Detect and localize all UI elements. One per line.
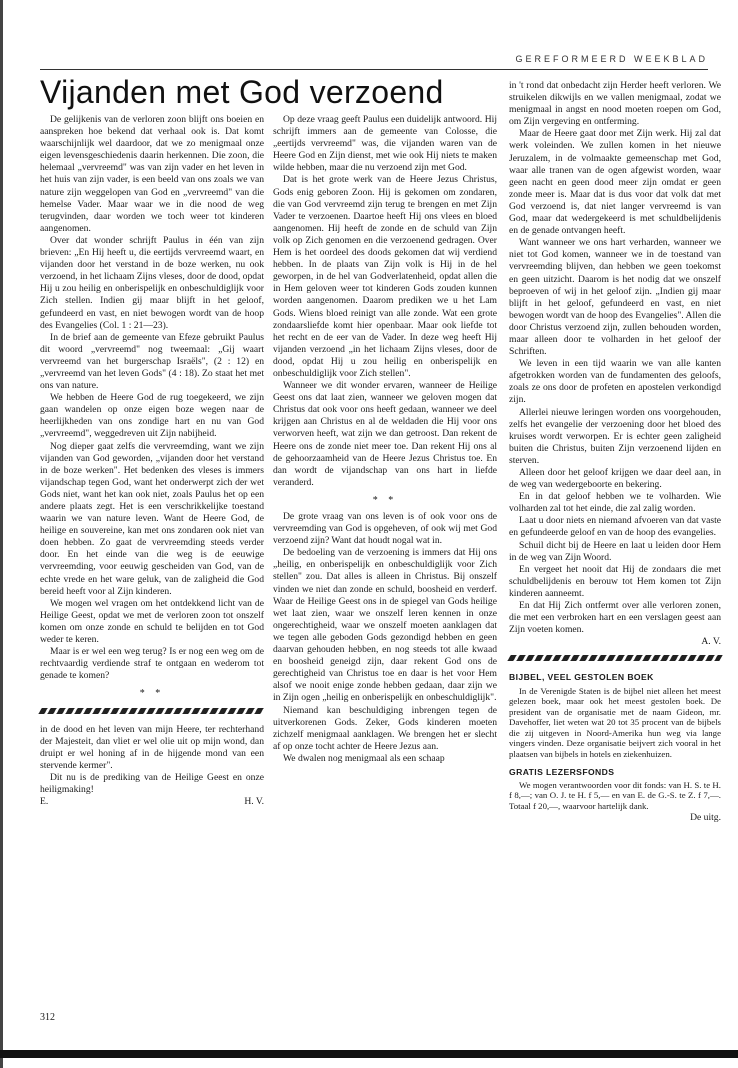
news-text: In de Verenigde Staten is de bijbel niet alleen het meest gelezen boek, maar ook het meest gestolen boek. De president van de organisatie met de naam Gideon, mr. Davehoffer, liet weten wat 20 tot 35 procent van de bijbels die zij uitgeven in Noord-Amerika hun weg via lange vingers vinden. Deze organisatie beijvert zich vooral in het plaatsen van bijbels in hotels en ziekenhuizen. (509, 685, 721, 760)
paragraph: De bedoeling van de verzoening is immers dat Hij ons „heilig, en onberispelijk en onbeschuldiglijk voor Zich stellen" zou. Dat alles is alleen in Christus. Bij onszelf vinden we niet dan zonde en schuld, boosheid en verderf. Waar de Heilige Geest ons in de spiegel van Gods heilige wet laat zien, waar we onszelf leren kennen in onze ongerechtigheid, waar we onszelf moeten aanklagen dat we tegen alle geboden Gods gezondigd hebben en geen daarvan gehouden hebben, en nog steeds tot alle kwaad en boosheid geneigd zijn, daar rekent God ons de gerechtigheid van Christus toe en daar is het voor Hem alsof we nooit enige zonde hebben gedaan, daar zijn we in Zijn ogen „heilig en onberispelijk en onbeschuldiglijk". (273, 547, 497, 704)
column-1 (40, 114, 264, 808)
paragraph: We mogen wel vragen om het ontdekkend licht van de Heilige Geest, opdat we met de verloren zoon tot onszelf komen om onze zonde en schuld te belijden en tot God weder te keren. (40, 597, 264, 646)
header-rule (40, 69, 708, 70)
page-number: 312 (40, 1012, 55, 1023)
paragraph: Nog dieper gaat zelfs die vervreemding, want we zijn vijanden van God geworden, „vijanden door het verstand in de boze werken". Het bedenken des vleses is immers vijandschap tegen God, want het onderwerpt zich der wet Gods niet, want het kan ook niet, zoals Paulus het op een andere plaats zegt. Het is een verschrikkelijke toestand waarin we van nature leven. Want de Heere God, de heilige en souvereine, kan met ons zondaren ook niet van doen hebben. Zo gaat de vervreemding steeds verder door. En het einde van die weg is de eeuwige vervreemding, voor eeuwig gescheiden van God, van de echte vrede en het ware geluk, van de zaligheid die God bereid heeft voor al Zijn kinderen. (40, 440, 264, 597)
paragraph: Laat u door niets en niemand afvoeren van dat vaste en gefundeerde geloof en van de hoop des evangelies. (509, 515, 721, 539)
news-title: GRATIS LEZERSFONDS (509, 766, 615, 777)
news-text: We mogen verantwoorden voor dit fonds: van H. S. te H. f 8,—; van O. J. te H. f 5,— en van E. de G.-S. te Z. f 7,—. Totaal f 20,—, waarvoor hartelijk dank. (509, 779, 721, 811)
paragraph: De gelijkenis van de verloren zoon blijft ons boeien en aanspreken hoe bekend dat verhaal ook is. Dat komt waarschijnlijk wel daardoor, dat we zo menigmaal onze eigen levensgeschiedenis daarin herkennen. Die zoon, die helemaal „vervreemd" was van zijn vader en het leven in het huis van zijn vader, is een beeld van ons zoals we van nature zijn weggelopen van God en „vervreemd" van die hemelse Vader. Maar waar we in die nood de weg terugvinden, daar worden we toch weer tot kinderen aangenomen. (40, 114, 264, 234)
section-separator: * * (139, 688, 165, 700)
paragraph: Maar de Heere gaat door met Zijn werk. Hij zal dat werk voleinden. We zullen komen in het nieuwe Jeruzalem, in de volmaakte gemeenschap met God, waar alle tranen van de ogen afgewist worden, waar geen nacht en geen dood meer zijn omdat er geen zonde meer is. Maar dat is dus voor dat volk dat met God verzoend is, dat niet langer vervreemd is van God, maar dat wedergekeerd is met schuldbelijdenis en de genade ontvangen heeft. (509, 128, 721, 237)
paragraph: Allerlei nieuwe leringen worden ons voorgehouden, zelfs het evangelie der verzoening door het bloed des kruises wordt verworpen. Er is echter geen zaligheid buiten die Christus, buiten Zijn verzoenend lijden en sterven. (509, 406, 721, 466)
paragraph: We dwalen nog menigmaal als een schaap (283, 752, 445, 764)
paragraph: In de brief aan de gemeente van Efeze gebruikt Paulus dit woord „vervreemd" nog tweemaal: „Gij waart vervreemd van het burgerschap Israëls", (2 : 12) en „vervreemd van het leven Gods" (4 : 18). Zo staat het met ons van nature. (40, 331, 264, 392)
paragraph: Dat is het grote werk van de Heere Jezus Christus, Gods enig geboren Zoon. Hij is gekomen om zondaren, die van God vervreemd zijn terug te brengen en met Zijn Vader te verzoenen. Daartoe heeft Hij ons vlees en bloed aangenomen. Hij heeft de zonde en de schuld van Zijn volk op Zich genomen en die verzoenend gedragen. Over Hem is het oordeel des doods gekomen dat wij verdiend hebben. In de plaats van Zijn volk is Hij in de hel geworpen, in de hel van Godverlatenheid, opdat allen die in Hem geloven weer tot kinderen Gods zouden kunnen worden aangenomen. Daarom prediken we u het Lam Gods. Wiens bloed reinigt van alle zonde. Wat een grote zondaarsliefde komt hier openbaar. Maar ook liefde tot het recht en de eer van de Vader. In deze weg heeft Hij vijanden verzoend „in het lichaam Zijns vleses, door de dood, opdat Hij u zou heilig en onberispelijk en onbeschuldiglijk voor Zich stellen". (273, 174, 497, 379)
news-title: BIJBEL, VEEL GESTOLEN BOEK (509, 672, 654, 683)
paragraph: in de dood en het leven van mijn Heere, ter rechterhand der Majesteit, dan vliet er wel olie uit op mijn wond, dan druipt er wel honing af in de hijgende mond van een stervende kermer". (40, 723, 264, 771)
section-separator: * * (372, 494, 398, 506)
news-item (509, 766, 721, 824)
signature-right: A. V. (701, 636, 721, 648)
news-item (509, 671, 721, 759)
paragraph: We hebben de Heere God de rug toegekeerd, we zijn gaan wandelen op onze eigen boze wegen naar de heerlijkheden van ons zondige hart en nu van God „vervreemd", weggedreven uit Zijn nabijheid. (40, 392, 264, 440)
signature-left: E. (40, 796, 49, 808)
signature-right: H. V. (244, 796, 264, 808)
page-edge (0, 0, 3, 1068)
paragraph: in 't rond dat onbedacht zijn Herder heeft verloren. We struikelen dikwijls en we vallen menigmaal, zodat we menigmaal in angst en nood moeten roepen om God, om Zijn vergeving en ontferming. (509, 80, 721, 128)
paragraph: Maar is er wel een weg terug? Is er nog een weg om de rechtvaardig verdiende straf te ontgaan en wederom tot genade te komen? (40, 646, 264, 682)
paragraph: Op deze vraag geeft Paulus een duidelijk antwoord. Hij schrijft immers aan de gemeente van Colosse, die „eertijds vervreemd" was, die vijanden waren van de Heere God en Zijn dienst, met wie ook Hij niets te maken wilde hebben, maar die nu verzoend zijn met God. (273, 114, 497, 174)
signature-line (40, 796, 264, 808)
paragraph: Want wanneer we ons hart verharden, wanneer we niet tot God komen, wanneer we in de toestand van vervreemding blijven, dan hebben we geen toekomst en geen uitzicht. Daarom is het nodig dat we onszelf beproeven of wij in het geloof zijn. „Indien gij maar blijft in het geloof, gefundeerd en vast, en niet bewogen wordt van de hoop des Evangelies". Allen die door Christus verzoend zijn, zullen behouden worden, maar alleen door te volharden in het geloof der Schriften. (509, 237, 721, 358)
paragraph: Wanneer we dit wonder ervaren, wanneer de Heilige Geest ons dat laat zien, wanneer we geloven mogen dat Christus dat ook voor ons heeft gedaan, wanneer we deel krijgen aan Christus en al de weldaden die Hij voor ons verworven heeft, wat zijn we dan getroost. Dan rekent de Heere ons de zonde niet meer toe. Dan rekent Hij ons al de gehoorzaamheid van de Heere Jezus Christus toe. En dan wordt de vijandschap van ons hart in liefde veranderd. (273, 380, 497, 488)
paragraph: En dat Hij Zich ontfermt over alle verloren zonen, die met een verbroken hart en een verslagen geest aan Zijn voeten komen. (509, 600, 721, 636)
wavy-divider (38, 708, 265, 714)
news-signature: De uitg. (690, 811, 721, 823)
paragraph: Dit nu is de prediking van de Heilige Geest en onze heiligmaking! (40, 771, 264, 795)
paragraph: Over dat wonder schrijft Paulus in één van zijn brieven: „En Hij heeft u, die eertijds vervreemd waart, en vijanden door het verstand in de boze werken, nu ook verzoend, in het lichaam Zijns vleses, door de dood, opdat Hij u zou heilig en onberispelijk en onbeschuldiglijk voor Zich stellen. Indien gij maar blijft in het geloof, gefundeerd en vast, en niet bewogen wordt van de hoop des Evangelies (Col. 1 : 21—23). (40, 234, 264, 331)
paragraph: We leven in een tijd waarin we van alle kanten afgetrokken worden van de fundamenten des geloofs, zoals ze ons door de profeten en apostelen verkondigd zijn. (509, 358, 721, 406)
paragraph: En vergeet het nooit dat Hij de zondaars die met schuldbelijdenis en berouw tot Hem komen tot Zijn kinderen aanneemt. (509, 563, 721, 599)
paragraph: Niemand kan beschuldiging inbrengen tegen de uitverkorenen Gods. Zeker, Gods kinderen moeten zichzelf menigmaal aanklagen. We brengen het er slecht af op onze tocht achter de Heere Jezus aan. (273, 704, 497, 752)
column-3 (509, 80, 721, 824)
paragraph: En in dat geloof hebben we te volharden. Wie volharden zal tot het einde, die zal zalig worden. (509, 491, 721, 515)
paragraph: De grote vraag van ons leven is of ook voor ons de vervreemding van God is opgeheven, of ook wij met God verzoend zijn? Want dat houdt nogal wat in. (273, 511, 497, 547)
bottom-bar (0, 1050, 738, 1058)
article-headline: Vijanden met God verzoend (40, 74, 444, 110)
paragraph: Schuil dicht bij de Heere en laat u leiden door Hem in de weg van Zijn Woord. (509, 539, 721, 563)
wavy-divider (507, 655, 722, 661)
column-2 (273, 114, 497, 765)
paragraph: Alleen door het geloof krijgen we daar deel aan, in de weg van wedergeboorte en bekering. (509, 467, 721, 491)
masthead: GEREFORMEERD WEEKBLAD (515, 54, 708, 64)
